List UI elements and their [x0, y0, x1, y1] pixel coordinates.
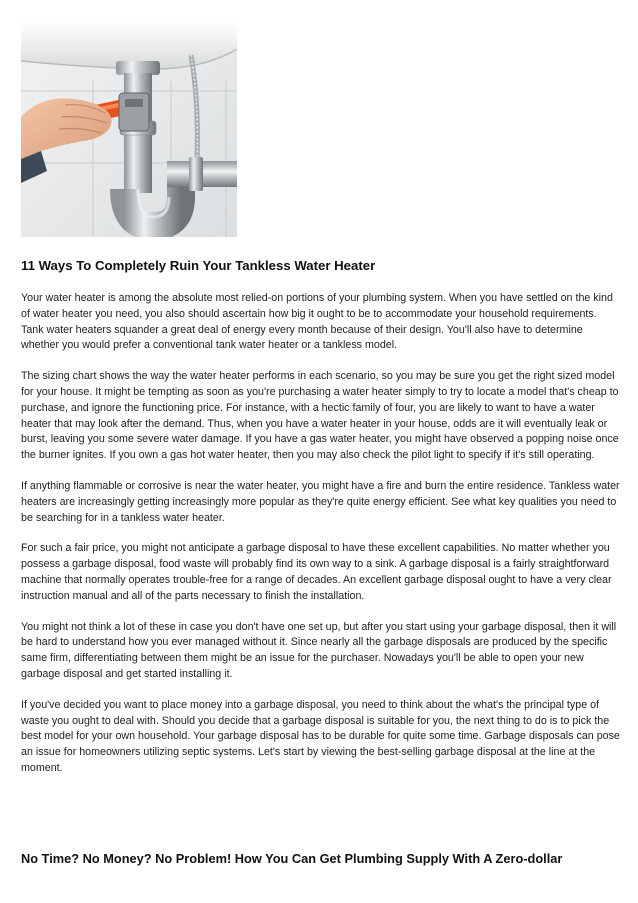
article-body [21, 291, 620, 792]
article-title: 11 Ways To Completely Ruin Your Tankless Water Heater [21, 258, 376, 273]
paragraph: If you've decided you want to place money into a garbage disposal, you need to think about the what's the principal type of waste you ought to deal with. Should you decide that a garbage disposal is suitable for you, the next thing to do is to pick the best model for your own household. Your garbage disposal has to be durable for quite some time. Garbage disposals can pose an issue for homeowners utilizing septic systems. Let's start by viewing the best-selling garbage disposal at the line at the moment. [21, 698, 620, 774]
plumber-photo-illustration [21, 21, 237, 237]
hero-image [21, 21, 237, 237]
paragraph: Your water heater is among the absolute most relied-on portions of your plumbing system. When you have settled on the kind of water heater you need, you also should ascertain how big it ought to be to accommodate your household requirements. Tank water heaters squander a great deal of energy every month because of their design. You'll also have to determine whether you would prefer a conventional tank water heater or a tankless model. [21, 292, 613, 352]
paragraph: If anything flammable or corrosive is near the water heater, you might have a fire and burn the entire residence. Tankless water heaters are increasingly getting increasingly more popular as they're quite energy efficient. See what key qualities you need to be searching for in a tankless water heater. [21, 479, 620, 524]
paragraph: You might not think a lot of these in case you don't have one set up, but after you start using your garbage disposal, then it will be hard to understand how you ever managed without it. Since nearly all the garbage disposals are produced by the specific same firm, differentiating between them might be an issue for the purchaser. Nowadays you'll be able to open your new garbage disposal and get started installing it. [21, 620, 617, 680]
section-heading: No Time? No Money? No Problem! How You Can Get Plumbing Supply With A Zero-dollar [21, 851, 563, 866]
paragraph: For such a fair price, you might not anticipate a garbage disposal to have these excellent capabilities. No matter whether you possess a garbage disposal, food waste will probably find its own way to a sink. A garbage disposal is a fairly straightforward machine that normally operates trouble-free for a range of decades. An excellent garbage disposal ought to have a very clear instruction manual and all of the parts necessary to finish the installation. [21, 542, 612, 602]
paragraph: The sizing chart shows the way the water heater performs in each scenario, so you may be sure you get the right sized model for your house. It might be tempting as soon as you're purchasing a water heater simply to try to locate a model that's cheap to purchase, and ignore the functioning price. For instance, with a hectic family of four, you are likely to want to have a water heater that may look after the demand. Thus, when you have a water heater in your house, odds are it will eventually leak or burst, leaving you some severe water damage. If you have a gas water heater, you might have observed a popping noise once the burner ignites. If you own a gas hot water heater, then you may also check the pilot light to specify if it's still operating. [21, 370, 619, 462]
